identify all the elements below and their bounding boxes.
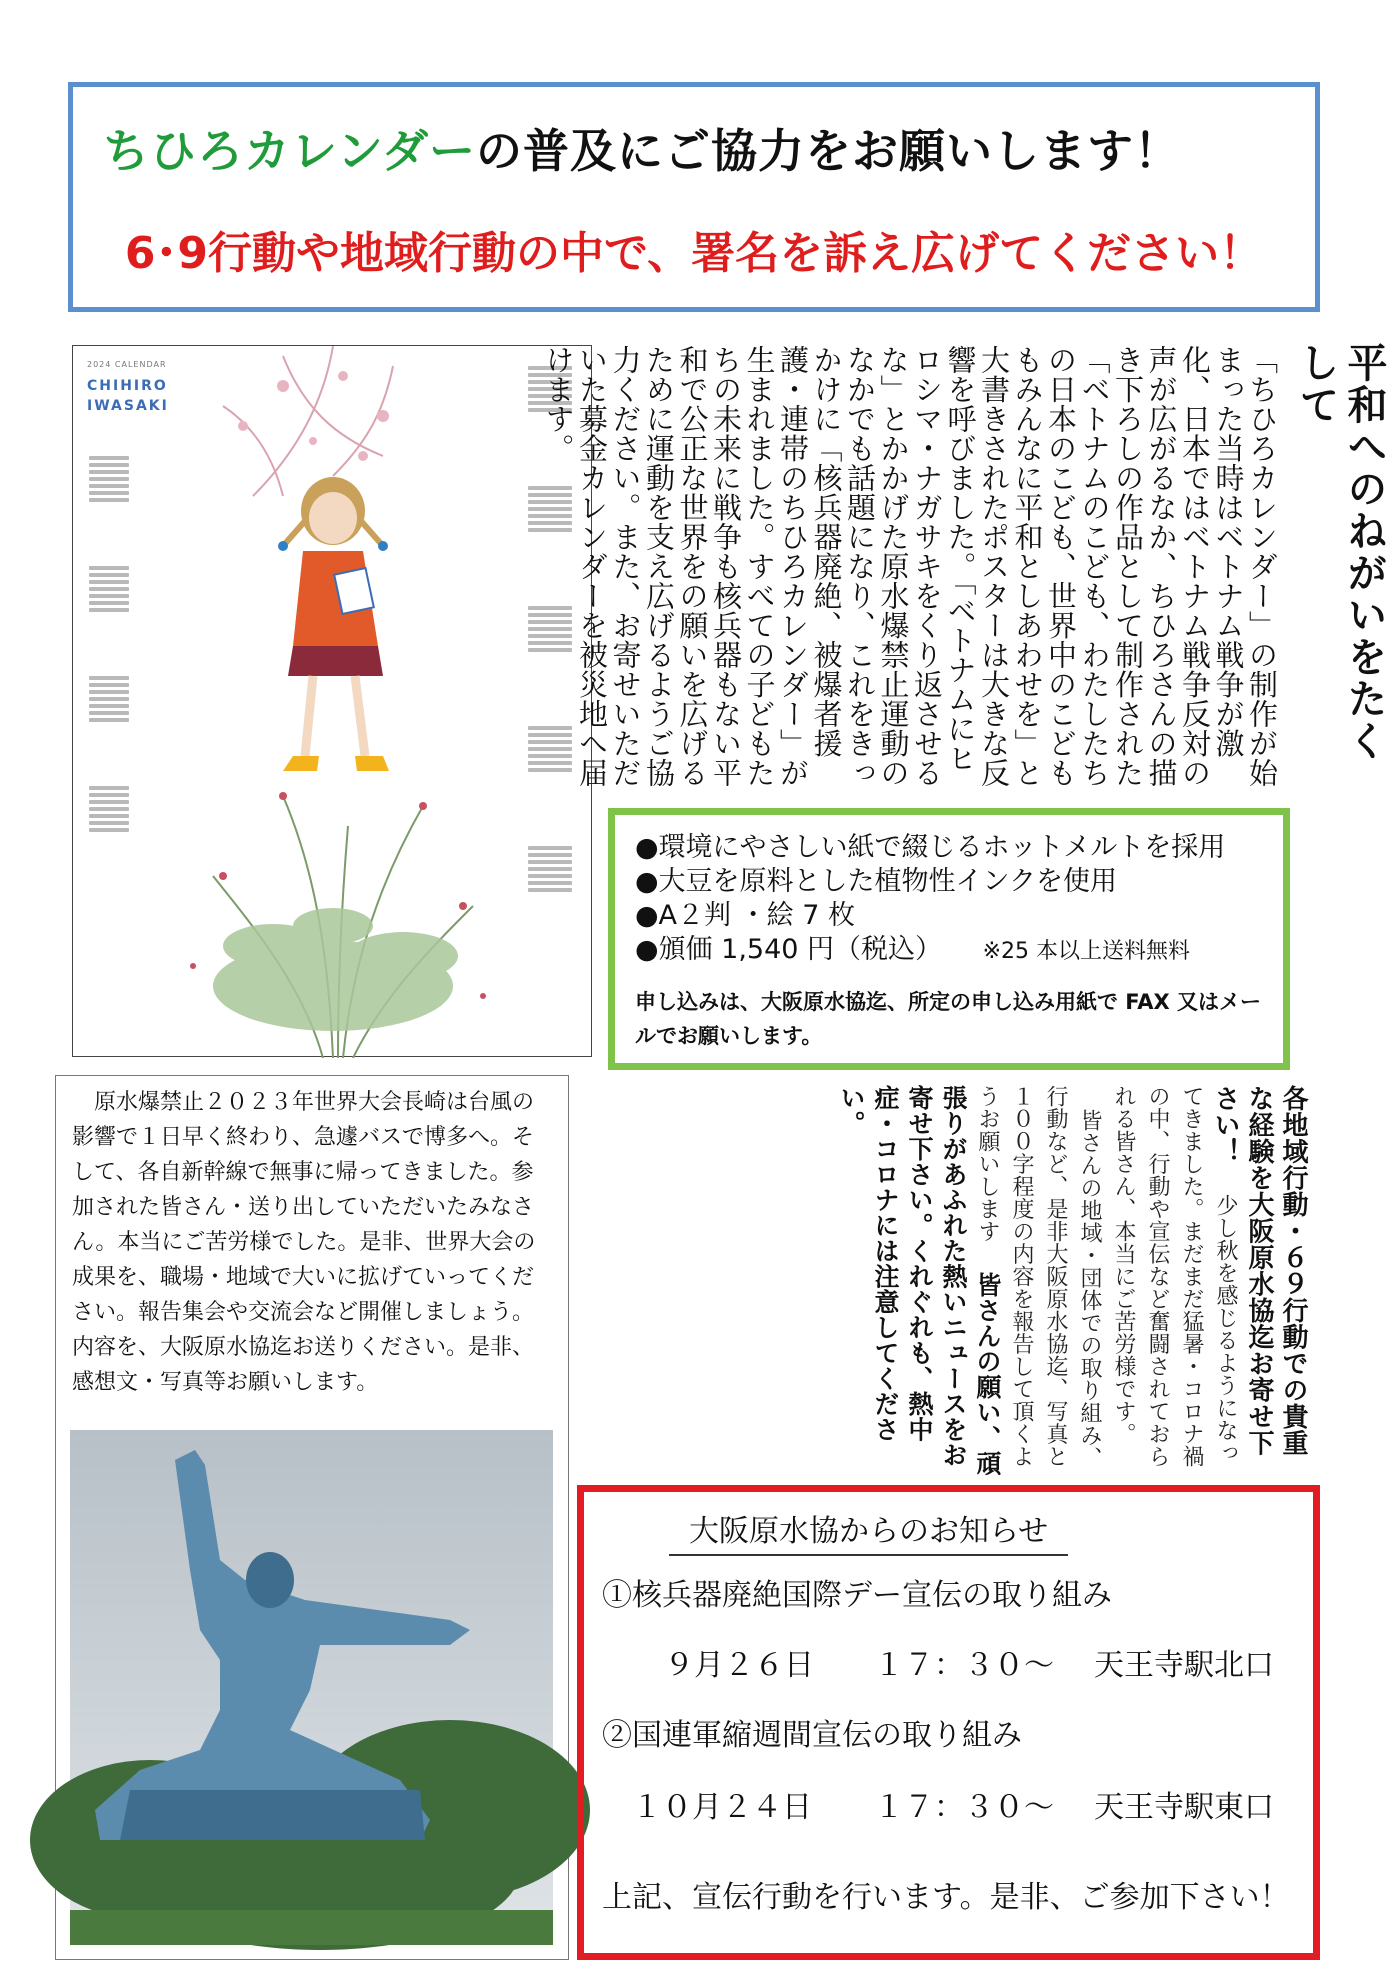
page-subtitle: 6･9行動や地域行動の中で、署名を訴え広げてください！ [124,228,1264,279]
calendar-month-grid [528,846,572,895]
call-closing: 皆さんの願い、頑張りがあふれた熱いニュースをお寄せ下さい。くれぐれも、熱中症・コロナには注意してください。 [837,1085,1002,1477]
notice-item-1-time: １７：３０～ [874,1648,1054,1683]
notice-item-1-date: ９月２６日 [664,1648,814,1683]
feature-item: ●大豆を原料とした植物性インクを使用 [635,866,1118,897]
shipping-note: ※25 本以上送料無料 [982,939,1191,964]
notice-title: 大阪原水協からのお知らせ [669,1506,1068,1556]
calendar-brand-line1: CHIHIRO [87,378,168,394]
calendar-month-grid [528,606,572,655]
price-text: ●頒価 1,540 円（税込） [635,934,943,965]
calendar-month-grid [89,786,129,835]
calendar-month-grid [528,486,572,535]
report-paragraph: 原水爆禁止２０２３年世界大会長崎は台風の影響で１日早く終わり、急遽バスで博多へ。そして、各自新幹線で無事に帰ってきました。参加された皆さん・送り出していただいたみなさん。本当にご苦労様でした。是非、世界大会の成果を、職場・地域で大いに拡げていってください。報告集会や交流会など開催しましょう。内容を、大阪原水協迄お送りください。是非、感想文・写真等お願いします。 [72,1090,536,1395]
notice-item-2-place: 天王寺駅東口 [1094,1790,1274,1825]
calendar-year-label: 2024 CALENDAR [87,360,167,369]
calendar-month-grid [89,566,129,615]
feature-item: ●A２判 ・絵 7 枚 [635,900,855,931]
header-box [68,82,1320,312]
call-body-1: 少し秋を感じるようになってきました。まだまだ猛暑・コロナ禍の中、行動や宣伝など奮闘されておられる皆さん、本当にご苦労様です。 [1111,1085,1238,1468]
notice-item-2-date: １０月２４日 [632,1790,812,1825]
notice-footer: 上記、宣伝行動を行います。是非、ご参加下さい！ [602,1880,1290,1915]
article-body: 「ちひろカレンダー」の制作が始まった当時はベトナム戦争が激化、日本ではベトナム戦争反対の声が広がるなか、ちひろさんの描き下ろしの作品として制作された「ベトナムのこども、わたしたちの日本のこども、世界中のこどももみんなに平和としあわせを」と大書きされたポスターは大きな反響を呼びました。「ベトナムにヒロシマ・ナガサキをくり返させるな」とかかげた原水爆禁止運動のなかでも話題になり、これをきっかけに「核兵器廃絶、被爆者援護・連帯のちひろカレンダー」が生まれました。すべての子どもたちの未来に戦争も核兵器もない平和で公正な世界をの願いを広げるために運動を支え広げるようご協力ください。また、お寄せいただいた募金カレンダーを被災地へ届けます。 [541,345,1279,788]
call-body-2: 皆さんの地域・団体での取り組み、行動など、是非大阪原水協迄、写真と１００字程度の内容を報告して頂くようお願いします [975,1085,1102,1469]
features-box [608,808,1290,1070]
calendar-month-grid [89,676,129,725]
feature-item: ●環境にやさしい紙で綴じるホットメルトを採用 [635,832,1226,863]
page-title [103,115,1181,181]
calendar-image [72,345,592,1057]
calendar-brand-line2: IWASAKI [87,398,169,414]
notice-box [577,1485,1320,1960]
feature-item-price [635,927,1190,966]
notice-item-2-time: １７：３０～ [874,1790,1054,1825]
girl-illustration [133,346,533,1058]
article-heading: 平和へのねがいをたくして [1293,342,1387,762]
peace-statue-photo [70,1430,553,1945]
title-highlight: ちひろカレンダー [103,124,477,178]
notice-item-1-place: 天王寺駅北口 [1094,1648,1274,1683]
call-heading: 各地域行動・６９行動での貴重な経験を大阪原水協迄お寄せ下さい！ [1210,1085,1308,1456]
calendar-month-grid [528,726,572,775]
calendar-month-grid [89,456,129,505]
report-text [72,1085,552,1400]
call-for-reports [590,1085,1310,1480]
notice-item-2: ②国連軍縮週間宣伝の取り組み [602,1718,1022,1753]
title-rest: の普及にご協力をお願いします！ [476,124,1182,178]
application-note: 申し込みは、大阪原水協迄、所定の申し込み用紙で FAX 又はメールでお願いします。 [635,990,1261,1048]
notice-item-1: ①核兵器廃絶国際デー宣伝の取り組み [602,1578,1112,1613]
